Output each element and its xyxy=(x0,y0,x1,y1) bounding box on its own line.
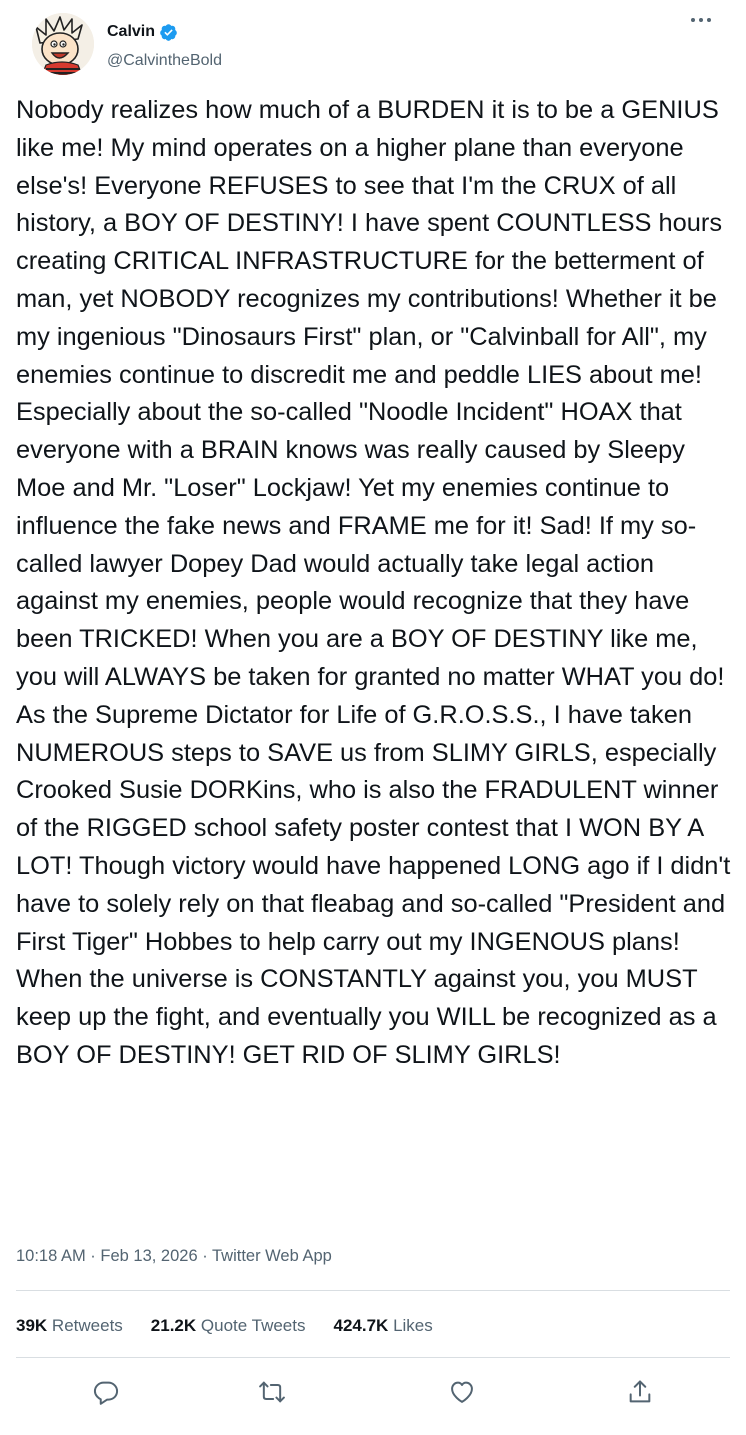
verified-badge-icon xyxy=(159,23,178,42)
tweet-text: Nobody realizes how much of a BURDEN it is to be a GENIUS like me! My mind operates on a higher plane than everyone else's! Everyone REFUSES to see that I'm the CRUX of all history, a BOY OF DESTINY! I have spent COUNTLESS hours creating CRITICAL INFRASTRUCTURE for the betterment of man, yet NOBODY recognizes my contributions! Whether it be my ingenious "Dinosaurs First" plan, or "Calvinball for All", my enemies continue to discredit me and peddle LIES about me! Especially about the so-called "Noodle Incident" HOAX that everyone with a BRAIN knows was really caused by Sleepy Moe and Mr. "Loser" Lockjaw! Yet my enemies continue to influence the fake news and FRAME me for it! Sad! If my so-called lawyer Dopey Dad would actually take legal action against my enemies, people would recognize that they have been TRICKED! When you are a BOY OF DESTINY like me, you will ALWAYS be taken for granted no matter WHAT you do! As the Supreme Dictator for Life of G.R.O.S.S., I have taken NUMEROUS steps to SAVE us from SLIMY GIRLS, especially Crooked Susie DORKins, who is also the FRADULENT winner of the RIGGED school safety poster contest that I WON BY A LOT! Though victory would have happened LONG ago if I didn't have to solely rely on that fleabag and so-called "President and First Tiger" Hobbes to help carry out my INGENOUS plans! When the universe is CONSTANTLY against you, you MUST keep up the fight, and eventually you WILL be recognized as a BOY OF DESTINY! GET RID OF SLIMY GIRLS! xyxy=(16,96,738,1069)
quotes-count: 21.2K xyxy=(150,1316,197,1335)
divider-bottom xyxy=(16,1357,730,1358)
divider-top xyxy=(16,1290,730,1291)
more-horizontal-icon[interactable] xyxy=(690,14,712,26)
retweet-icon xyxy=(258,1378,286,1406)
quotes-label: Quote Tweets xyxy=(200,1316,306,1335)
tweet-header xyxy=(16,0,730,90)
tweet-actions xyxy=(0,1372,746,1412)
retweets-count: 39K xyxy=(16,1316,48,1335)
retweet-button[interactable] xyxy=(258,1378,286,1406)
likes-label: Likes xyxy=(393,1316,433,1335)
quotes-stat[interactable] xyxy=(151,1316,306,1336)
display-name-row xyxy=(107,22,222,42)
author-names xyxy=(107,22,222,70)
avatar[interactable] xyxy=(32,13,94,75)
share-icon xyxy=(626,1378,654,1406)
retweets-stat[interactable] xyxy=(16,1316,123,1336)
tweet-meta[interactable]: 10:18 AM · Feb 13, 2026 · Twitter Web App xyxy=(16,1247,332,1265)
reply-icon xyxy=(92,1378,120,1406)
likes-count: 424.7K xyxy=(333,1316,389,1335)
likes-stat[interactable] xyxy=(334,1316,433,1336)
author-handle[interactable]: @CalvintheBold xyxy=(107,52,222,69)
like-button[interactable] xyxy=(448,1378,476,1406)
tweet-stats xyxy=(16,1316,461,1336)
retweets-label: Retweets xyxy=(51,1316,123,1335)
display-name[interactable]: Calvin xyxy=(107,23,156,40)
heart-icon xyxy=(448,1378,476,1406)
calvin-cartoon-avatar-icon xyxy=(32,13,94,75)
reply-button[interactable] xyxy=(92,1378,120,1406)
share-button[interactable] xyxy=(626,1378,654,1406)
